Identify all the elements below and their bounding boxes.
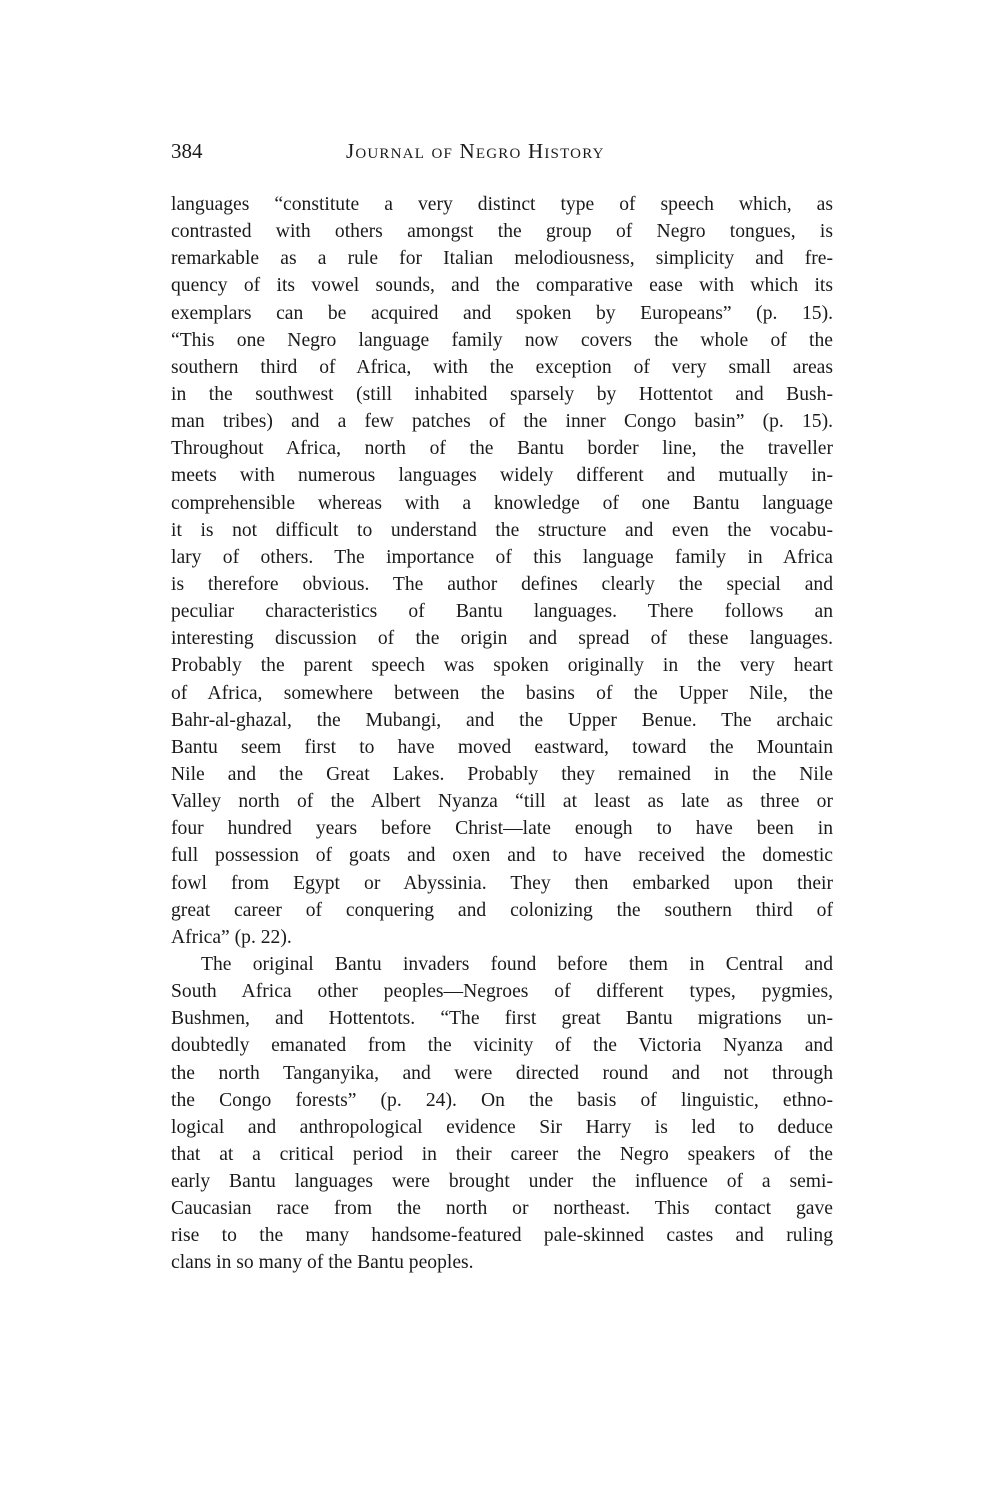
text-line: fowl from Egypt or Abyssinia. They then embarked upon their [171,872,833,894]
text-line: meets with numerous languages widely different and mutually in- [171,465,833,487]
text-line: full possession of goats and oxen and to have received the domestic [171,845,833,867]
text-line: Bahr-al-ghazal, the Mubangi, and the Upper Benue. The archaic [171,709,833,731]
text-line: early Bantu languages were brought under the influence of a semi- [171,1171,833,1193]
text-line: peculiar characteristics of Bantu languages. There follows an [171,601,833,623]
text-line: logical and anthropological evidence Sir Harry is led to deduce [171,1116,833,1138]
text-line: remarkable as a rule for Italian melodiousness, simplicity and fre- [171,248,833,270]
text-line: The original Bantu invaders found before them in Central and [201,953,833,975]
text-line: Africa” (p. 22). [171,926,292,948]
text-line: interesting discussion of the origin and spread of these languages. [171,628,833,650]
text-line: southern third of Africa, with the exception of very small areas [171,356,833,378]
page-number: 384 [171,139,203,163]
text-line: rise to the many handsome-featured pale-skinned castes and ruling [171,1225,833,1247]
text-line: Caucasian race from the north or northeast. This contact gave [171,1198,833,1220]
text-line: contrasted with others amongst the group of Negro tongues, is [171,221,833,243]
text-line: four hundred years before Christ—late enough to have been in [171,818,833,840]
text-line: Valley north of the Albert Nyanza “till at least as late as three or [171,791,833,813]
text-line: Throughout Africa, north of the Bantu border line, the traveller [171,438,833,460]
text-line: it is not difficult to understand the structure and even the vocabu- [171,519,833,541]
text-line: comprehensible whereas with a knowledge of one Bantu language [171,492,833,514]
text-line: “This one Negro language family now covers the whole of the [171,329,833,351]
running-head [171,136,833,170]
body-text [171,191,833,1277]
text-line: the north Tanganyika, and were directed round and not through [171,1062,833,1084]
text-line: Probably the parent speech was spoken originally in the very heart [171,655,833,677]
text-line: Nile and the Great Lakes. Probably they remained in the Nile [171,763,833,785]
paragraph-2 [171,951,833,1277]
text-line: Bushmen, and Hottentots. “The first great Bantu migrations un- [171,1008,833,1030]
text-line: that at a critical period in their career the Negro speakers of the [171,1143,833,1165]
text-line: great career of conquering and colonizing the southern third of [171,899,833,921]
text-line: doubtedly emanated from the vicinity of the Victoria Nyanza and [171,1035,833,1057]
text-line: clans in so many of the Bantu peoples. [171,1252,474,1274]
text-line: of Africa, somewhere between the basins of the Upper Nile, the [171,682,833,704]
text-line: is therefore obvious. The author defines clearly the special and [171,573,833,595]
text-line: man tribes) and a few patches of the inner Congo basin” (p. 15). [171,411,833,433]
text-line: languages “constitute a very distinct type of speech which, as [171,194,833,215]
text-line: exemplars can be acquired and spoken by Europeans” (p. 15). [171,302,833,324]
journal-title: Journal of Negro History [346,139,605,163]
text-line: the Congo forests” (p. 24). On the basis of linguistic, ethno- [171,1089,833,1111]
text-line: lary of others. The importance of this language family in Africa [171,546,833,568]
paragraph-1 [171,191,833,951]
text-line: in the southwest (still inhabited sparsely by Hottentot and Bush- [171,383,833,405]
text-line: quency of its vowel sounds, and the comparative ease with which its [171,275,833,297]
text-line: South Africa other peoples—Negroes of different types, pygmies, [171,981,833,1003]
text-line: Bantu seem first to have moved eastward, toward the Mountain [171,736,833,758]
